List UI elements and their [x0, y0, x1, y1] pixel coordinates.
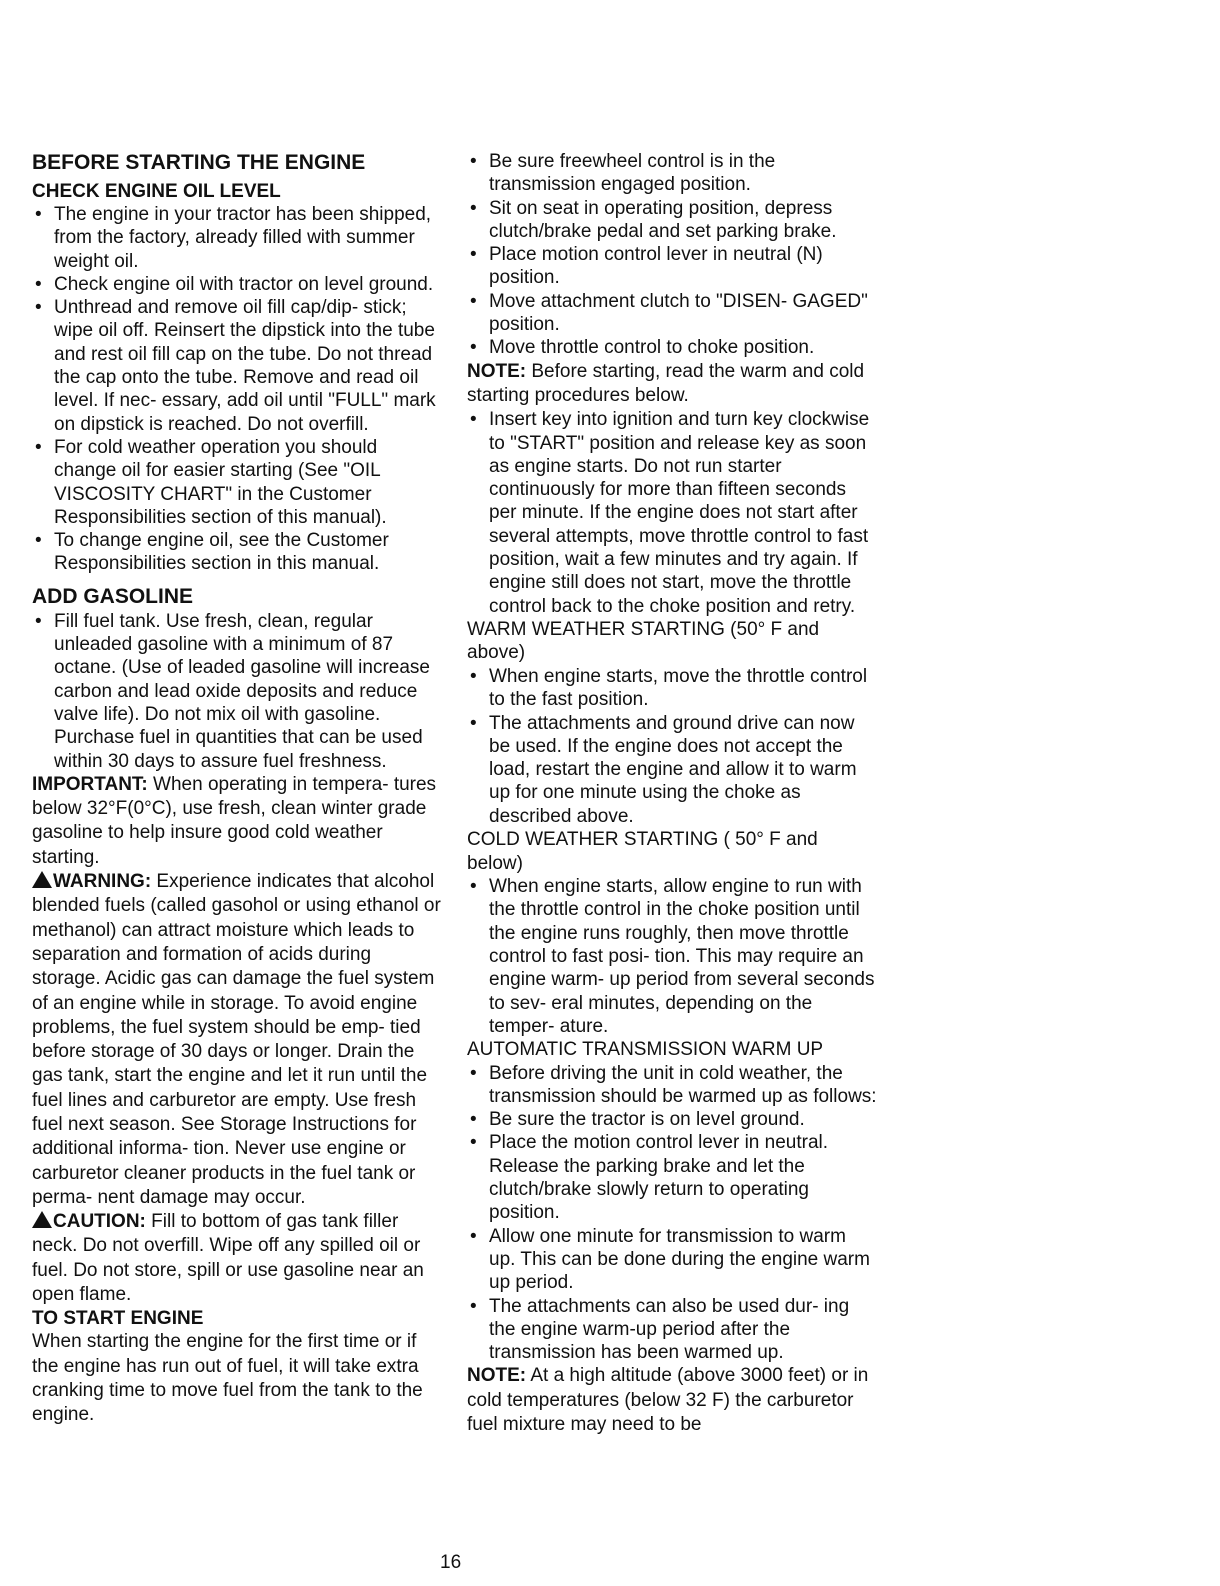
list-item: • Be sure freewheel control is in the transmission engaged position. — [467, 150, 877, 197]
list-item: • When engine starts, allow engine to run with the throttle control in the choke position until the engine runs roughly, then move throttle control to fast posi- tion. This may require an engine warm- up period from several seconds to sev- eral minutes, depending on the temper- ature. — [467, 875, 877, 1038]
list-item: • To change engine oil, see the Customer Responsibilities section in this manual. — [32, 529, 442, 576]
list-item: • The engine in your tractor has been shipped, from the factory, already filled with summer weight oil. — [32, 203, 442, 273]
section-heading-before-starting: BEFORE STARTING THE ENGINE — [32, 151, 366, 174]
note-label: NOTE: — [467, 1365, 527, 1387]
warning-label: WARNING: — [53, 871, 152, 893]
start-paragraph: When starting the engine for the first time or if the engine has run out of fuel, it will take extra cranking time to move fuel from the tank to the engine. — [32, 1331, 423, 1426]
note-text: Before starting, read the warm and cold starting procedures below. — [467, 360, 865, 406]
caution-text: Fill to bottom of gas tank filler neck. Do not overfill. Wipe off any spilled oil or fuel. Do not store, spill or use gasoline near an open flame. — [32, 1211, 424, 1306]
list-item: • Fill fuel tank. Use fresh, clean, regular unleaded gasoline with a minimum of 87 octane. (Use of leaded gasoline will increase carbon and lead oxide deposits and reduce valve life). Do not mix oil with gasoline. Purchase fuel in quantities that can be used within 30 days to assure fuel freshness. — [32, 610, 442, 773]
caution-triangle-icon — [32, 1211, 52, 1228]
gas-bullet-list — [32, 610, 442, 773]
page-number: 16 — [440, 1552, 462, 1573]
subheading-check-oil: CHECK ENGINE OIL LEVEL — [32, 181, 281, 202]
list-item: • Insert key into ignition and turn key clockwise to "START" position and release key as soon as engine starts. Do not run starter continuously for more than fifteen seconds per minute. If the engine does not start after several attempts, move throttle control to fast position, wait a few minutes and try again. If engine still does not start, move the throttle control back to the choke position and retry. — [467, 408, 877, 618]
list-item: • Move attachment clutch to "DISEN- GAGED" position. — [467, 290, 877, 337]
list-item: • The attachments can also be used dur- ing the engine warm-up period after the transmission has been warmed up. — [467, 1295, 877, 1365]
list-item: • For cold weather operation you should change oil for easier starting (See "OIL VISCOSITY CHART" in the Customer Responsibilities section of this manual). — [32, 436, 442, 529]
important-paragraph — [32, 773, 442, 870]
list-item: • Check engine oil with tractor on level ground. — [32, 273, 442, 296]
list-item: • Before driving the unit in cold weather, the transmission should be warmed up as follows: — [467, 1062, 877, 1109]
warm-weather-heading: WARM WEATHER STARTING (50° F and above) — [467, 618, 820, 664]
list-item: • When engine starts, move the throttle control to the fast position. — [467, 665, 877, 712]
list-item: • Allow one minute for transmission to warm up. This can be done during the engine warm up period. — [467, 1225, 877, 1295]
warm-bullet-list — [467, 665, 877, 828]
list-item: • Sit on seat in operating position, depress clutch/brake pedal and set parking brake. — [467, 197, 877, 244]
list-item: • Move throttle control to choke position. — [467, 336, 877, 359]
list-item: • Unthread and remove oil fill cap/dip- stick; wipe oil off. Reinsert the dipstick into the tube and rest oil fill cap on the tube. Do not thread the cap onto the tube. Remove and read oil level. If nec- essary, add oil until "FULL" mark on dipstick is reached. Do not overfill. — [32, 296, 442, 436]
list-item: • Place the motion control lever in neutral. Release the parking brake and let the clutch/brake slowly return to operating position. — [467, 1131, 877, 1224]
warning-paragraph — [32, 870, 442, 1210]
list-item: • Place motion control lever in neutral (N) position. — [467, 243, 877, 290]
right-column — [467, 150, 877, 1437]
cold-bullet-list — [467, 875, 877, 1038]
important-text: When operating in tempera- tures below 32°F(0°C), use fresh, clean winter grade gasoline to help insure good cold weather starting. — [32, 773, 437, 868]
left-column — [32, 150, 442, 1428]
note-text: At a high altitude (above 3000 feet) or in cold temperatures (below 32 F) the carburetor fuel mixture may need to be — [467, 1365, 869, 1436]
auto-transmission-heading: AUTOMATIC TRANSMISSION WARM UP — [467, 1039, 824, 1061]
caution-paragraph — [32, 1210, 442, 1307]
note-paragraph — [467, 360, 877, 409]
auto-bullet-list — [467, 1062, 877, 1365]
ignition-bullet-list — [467, 408, 877, 618]
list-item: • The attachments and ground drive can now be used. If the engine does not accept the load, restart the engine and allow it to warm up for one minute using the choke as described above. — [467, 712, 877, 828]
list-item: • Be sure the tractor is on level ground. — [467, 1108, 877, 1131]
subheading-to-start-engine: TO START ENGINE — [32, 1308, 204, 1330]
start-prep-bullet-list — [467, 150, 877, 360]
section-heading-add-gasoline: ADD GASOLINE — [32, 584, 194, 608]
warning-triangle-icon — [32, 871, 52, 888]
important-label: IMPORTANT: — [32, 773, 148, 795]
note-paragraph — [467, 1364, 877, 1437]
caution-label: CAUTION: — [53, 1211, 146, 1233]
note-label: NOTE: — [467, 360, 527, 382]
warning-text: Experience indicates that alcohol blended fuels (called gasohol or using ethanol or methanol) can attract moisture which leads to separation and formation of acids during storage. Acidic gas can damage the fuel system of an engine while in storage. To avoid engine problems, the fuel system should be emp- tied before storage of 30 days or longer. Drain the gas tank, start the engine and let it run until the fuel lines and carburetor are empty. Use fresh fuel next season. See Storage Instructions for additional informa- tion. Never use engine or carburetor cleaner products in the fuel tank or perma- nent damage may occur. — [32, 871, 441, 1208]
cold-weather-heading: COLD WEATHER STARTING ( 50° F and below) — [467, 829, 818, 874]
oil-bullet-list — [32, 203, 442, 576]
